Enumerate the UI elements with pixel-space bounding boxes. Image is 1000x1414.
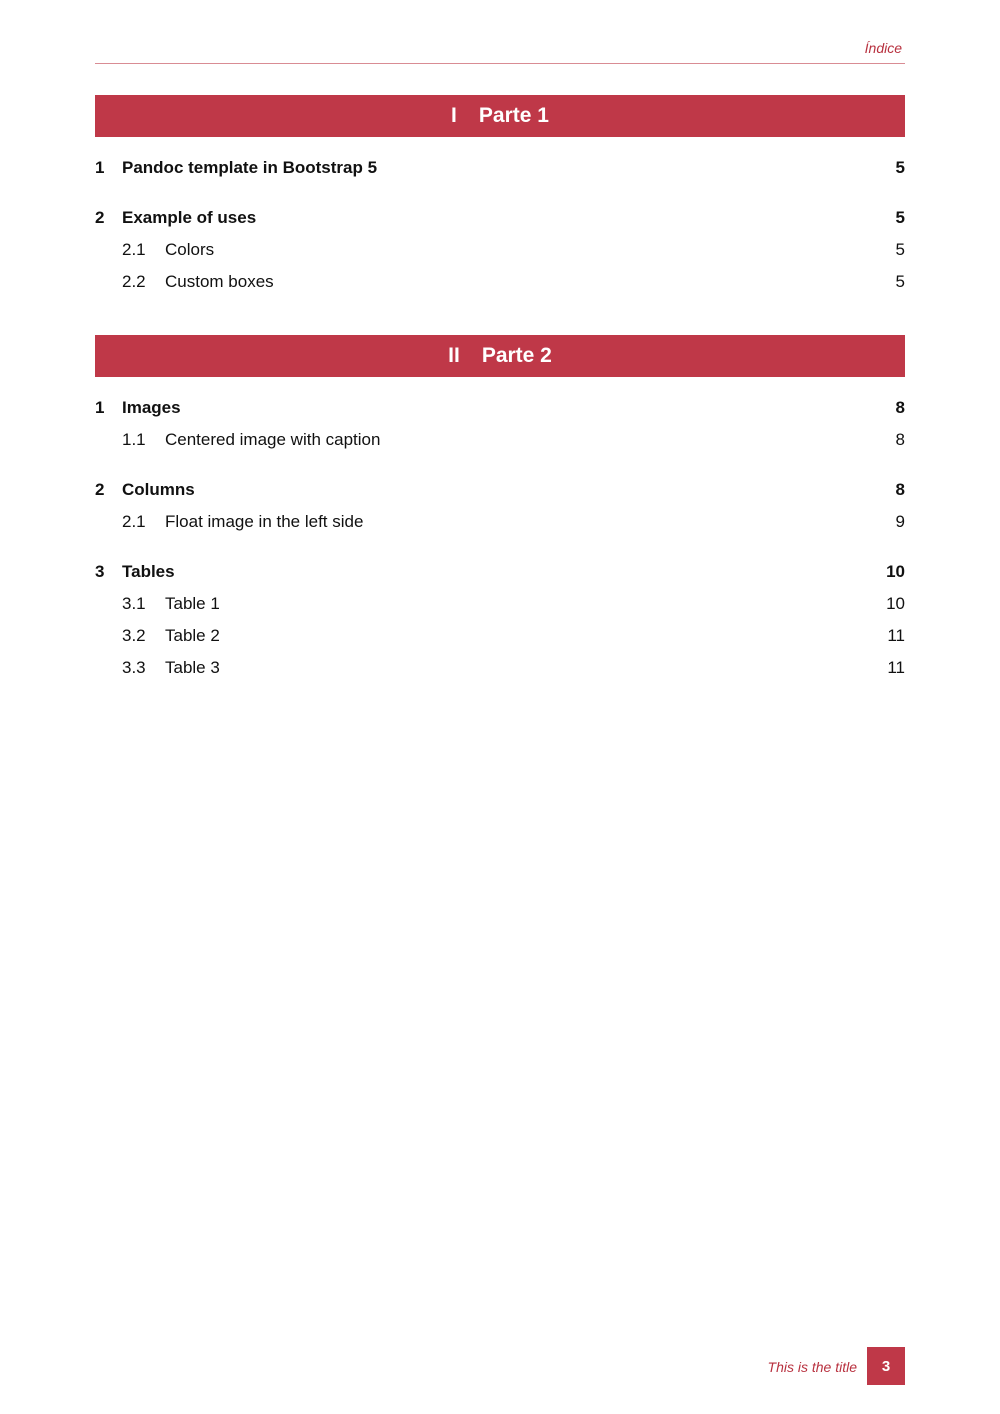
toc-page: 10 [886, 594, 905, 613]
footer-title: This is the title [767, 1359, 857, 1375]
toc-entry[interactable] [95, 656, 905, 680]
toc-number: 3.1 [122, 594, 146, 613]
toc-page: 5 [895, 208, 905, 227]
toc-page: 9 [895, 512, 905, 531]
toc-entry[interactable] [95, 396, 905, 420]
toc-number: 3 [95, 562, 105, 581]
toc-page: 8 [895, 430, 905, 449]
toc-number: 2.1 [122, 240, 146, 259]
toc-title: Pandoc template in Bootstrap 5 [122, 158, 378, 177]
toc-number: 1 [95, 158, 105, 177]
toc-page: 10 [886, 562, 905, 581]
toc-title: Example of uses [122, 208, 257, 227]
toc-entry[interactable] [95, 238, 905, 262]
toc-number: 2.2 [122, 272, 146, 291]
part-title: Parte 2 [481, 344, 552, 367]
part-heading[interactable] [95, 95, 905, 137]
toc-number: 3.2 [122, 626, 146, 645]
toc-page: 8 [895, 398, 905, 417]
toc-number: 3.3 [122, 658, 146, 677]
toc-page: 5 [895, 272, 905, 291]
toc-entry[interactable] [95, 478, 905, 502]
toc-entry[interactable] [95, 560, 905, 584]
toc-title: Centered image with caption [165, 430, 381, 449]
page-number-badge: 3 [867, 1347, 905, 1385]
header-divider [95, 63, 905, 64]
toc-entry[interactable] [95, 624, 905, 648]
toc-entry[interactable] [95, 206, 905, 230]
toc-number: 2 [95, 480, 105, 499]
toc-number: 2 [95, 208, 105, 227]
toc-entry[interactable] [95, 270, 905, 294]
toc-title: Images [122, 398, 181, 417]
toc-number: 2.1 [122, 512, 146, 531]
part-numeral: I [451, 104, 457, 127]
running-header: Índice [864, 40, 902, 56]
toc-title: Columns [122, 480, 195, 499]
toc-number: 1.1 [122, 430, 146, 449]
toc-page: 5 [895, 158, 905, 177]
toc-page: 5 [895, 240, 905, 259]
toc-title: Tables [122, 562, 175, 581]
part-heading[interactable] [95, 335, 905, 377]
toc-title: Float image in the left side [165, 512, 364, 531]
part-numeral: II [448, 344, 460, 367]
toc-entry[interactable] [95, 428, 905, 452]
toc-title: Colors [165, 240, 215, 259]
toc-entry[interactable] [95, 510, 905, 534]
toc-number: 1 [95, 398, 105, 417]
toc-title: Table 1 [165, 594, 220, 613]
toc-page: 11 [887, 658, 905, 677]
toc-title: Custom boxes [165, 272, 274, 291]
toc-page: 8 [895, 480, 905, 499]
toc-entry[interactable] [95, 156, 905, 180]
toc-title: Table 2 [165, 626, 220, 645]
toc-entry[interactable] [95, 592, 905, 616]
toc-page: 11 [887, 626, 905, 645]
toc-title: Table 3 [165, 658, 220, 677]
part-title: Parte 1 [478, 104, 549, 127]
